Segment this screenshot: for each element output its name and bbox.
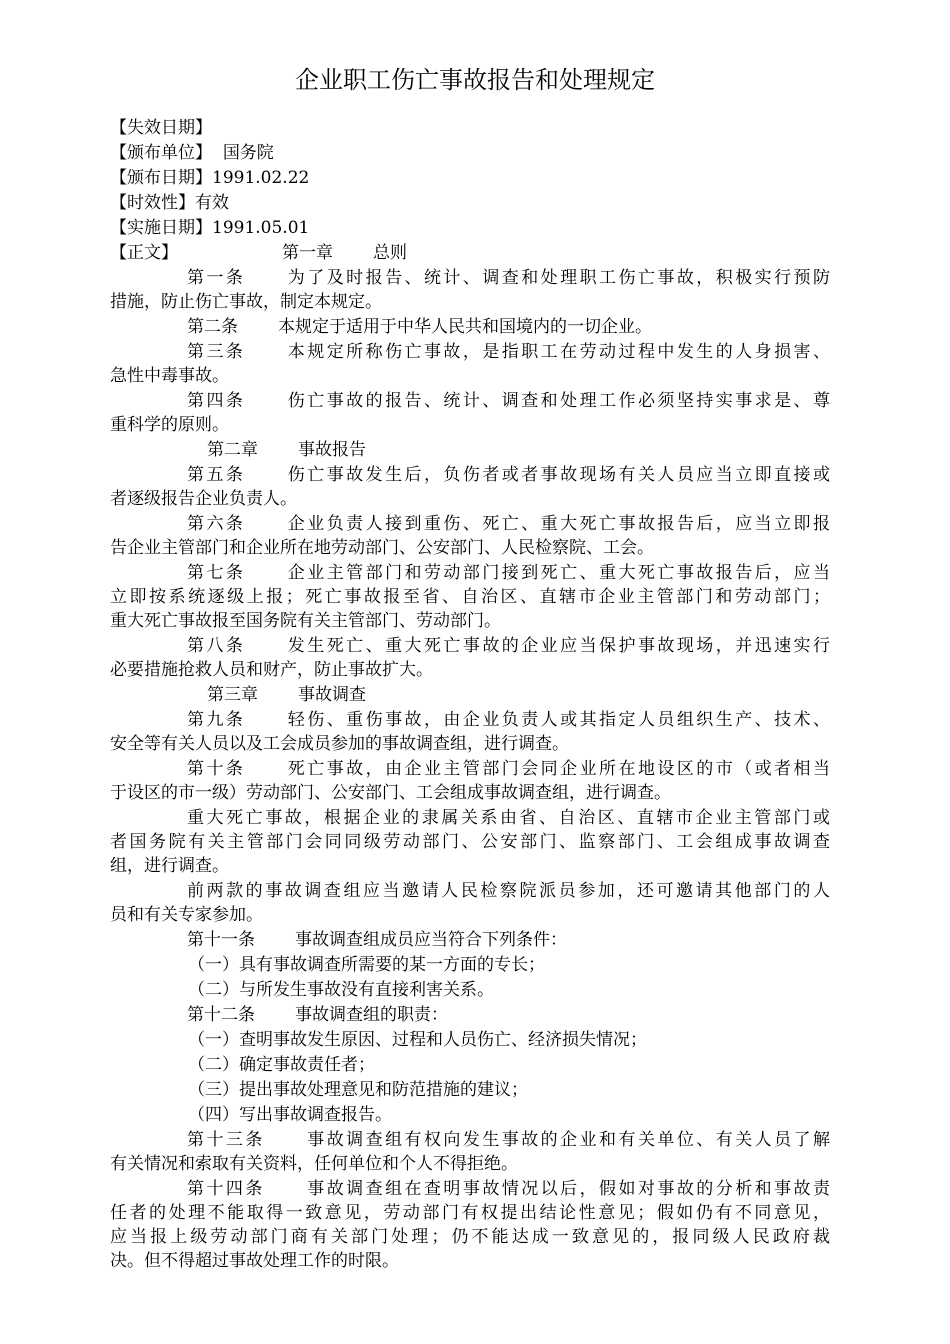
article-8 — [187, 634, 830, 658]
article-10 — [187, 757, 830, 781]
article-text: 事故调查组在查明事故情况以后，假如对事故的分析和事故责 — [304, 1179, 831, 1199]
chapter-2-heading — [207, 438, 927, 462]
article-number: 第八条 — [187, 636, 246, 656]
article-10-para-3-cont: 员和有关专家参加。 — [110, 905, 263, 925]
meta-value: 1991.05.01 — [212, 218, 310, 238]
meta-label: 【颁布单位】 — [110, 143, 212, 163]
article-14-cont: 应当报上级劳动部门商有关部门处理；仍不能达成一致意见的，报同级人民政府裁 — [110, 1227, 830, 1247]
meta-effective-date — [110, 216, 830, 240]
article-5-cont: 者逐级报告企业负责人。 — [110, 489, 297, 509]
article-7-cont: 立即按系统逐级上报；死亡事故报至省、自治区、直辖市企业主管部门和劳动部门； — [110, 587, 830, 607]
meta-issuer — [110, 141, 830, 165]
article-text: 伤亡事故的报告、统计、调查和处理工作必须坚持实事求是、尊 — [285, 391, 831, 411]
article-6-cont: 告企业主管部门和企业所在地劳动部门、公安部门、人民检察院、工会。 — [110, 538, 654, 558]
article-text: 事故调查组成员应当符合下列条件： — [295, 930, 567, 950]
chapter-name: 事故报告 — [298, 440, 366, 460]
meta-label: 【失效日期】 — [110, 118, 212, 138]
article-2 — [187, 315, 830, 339]
article-number: 第六条 — [187, 514, 246, 534]
article-13-cont: 有关情况和索取有关资料，任何单位和个人不得拒绝。 — [110, 1154, 518, 1174]
article-number: 第五条 — [187, 465, 246, 485]
chapter-number: 第一章 — [282, 243, 333, 263]
article-text: 企业主管部门和劳动部门接到死亡、重大死亡事故报告后，应当 — [285, 563, 831, 583]
article-12-item-4: （四）写出事故调查报告。 — [188, 1105, 392, 1125]
article-11 — [187, 928, 830, 952]
article-text: 本规定于适用于中华人民共和国境内的一切企业。 — [278, 317, 652, 337]
article-text: 发生死亡、重大死亡事故的企业应当保护事故现场，并迅速实行 — [285, 636, 831, 656]
article-14-cont: 决。但不得超过事故处理工作的时限。 — [110, 1251, 399, 1271]
article-14-cont: 任者的处理不能取得一致意见，劳动部门有权提出结论性意见；假如仍有不同意见， — [110, 1203, 830, 1223]
article-12 — [187, 1003, 830, 1027]
meta-label: 【实施日期】 — [110, 218, 212, 238]
meta-label: 【颁布日期】 — [110, 168, 212, 188]
meta-issue-date — [110, 166, 830, 190]
article-10-para-3: 前两款的事故调查组应当邀请人民检察院派员参加，还可邀请其他部门的人 — [187, 881, 830, 901]
article-4-cont: 重科学的原则。 — [110, 415, 229, 435]
article-3-cont: 急性中毒事故。 — [110, 366, 229, 386]
meta-label: 【时效性】 — [110, 193, 195, 213]
article-9 — [187, 708, 830, 732]
article-text: 为了及时报告、统计、调查和处理职工伤亡事故，积极实行预防 — [285, 268, 831, 288]
article-14 — [187, 1177, 830, 1201]
article-number: 第十一条 — [187, 930, 255, 950]
chapter-name: 事故调查 — [298, 685, 366, 705]
article-text: 本规定所称伤亡事故，是指职工在劳动过程中发生的人身损害、 — [285, 342, 831, 362]
article-number: 第二条 — [187, 317, 238, 337]
article-8-cont: 必要措施抢救人员和财产，防止事故扩大。 — [110, 660, 433, 680]
article-10-para-2-cont: 者国务院有关主管部门会同同级劳动部门、公安部门、监察部门、工会组成事故调查 — [110, 832, 830, 852]
chapter-name: 总则 — [373, 243, 407, 263]
meta-validity — [110, 191, 830, 215]
article-1-cont: 措施，防止伤亡事故，制定本规定。 — [110, 292, 382, 312]
article-11-item-2: （二）与所发生事故没有直接利害关系。 — [188, 980, 494, 1000]
article-9-cont: 安全等有关人员以及工会成员参加的事故调查组，进行调查。 — [110, 734, 569, 754]
article-text: 轻伤、重伤事故，由企业负责人或其指定人员组织生产、技术、 — [285, 710, 831, 730]
article-12-item-1: （一）查明事故发生原因、过程和人员伤亡、经济损失情况； — [188, 1030, 647, 1050]
meta-expiry-date — [110, 116, 830, 140]
meta-value: 1991.02.22 — [212, 168, 310, 188]
article-5 — [187, 463, 830, 487]
article-3 — [187, 340, 830, 364]
article-11-item-1: （一）具有事故调查所需要的某一方面的专长； — [188, 955, 545, 975]
article-4 — [187, 389, 830, 413]
document-title: 企业职工伤亡事故报告和处理规定 — [295, 66, 655, 94]
article-text: 事故调查组有权向发生事故的企业和有关单位、有关人员了解 — [304, 1130, 831, 1150]
article-10-para-2-cont: 组，进行调查。 — [110, 856, 229, 876]
article-text: 伤亡事故发生后，负伤者或者事故现场有关人员应当立即直接或 — [285, 465, 831, 485]
article-1 — [187, 266, 830, 290]
article-number: 第十条 — [187, 759, 246, 779]
chapter-3-heading — [207, 683, 927, 707]
chapter-number: 第二章 — [207, 440, 258, 460]
article-7 — [187, 561, 830, 585]
article-number: 第四条 — [187, 391, 246, 411]
article-7-cont: 重大死亡事故报至国务院有关主管部门、劳动部门。 — [110, 611, 501, 631]
article-text: 死亡事故，由企业主管部门会同企业所在地设区的市（或者相当 — [285, 759, 831, 779]
body-label-line — [110, 241, 830, 265]
article-6 — [187, 512, 830, 536]
article-10-cont: 于设区的市一级）劳动部门、公安部门、工会组成事故调查组，进行调查。 — [110, 783, 671, 803]
article-text: 企业负责人接到重伤、死亡、重大死亡事故报告后，应当立即报 — [285, 514, 831, 534]
article-number: 第十三条 — [187, 1130, 265, 1150]
article-number: 第一条 — [187, 268, 246, 288]
article-13 — [187, 1128, 830, 1152]
meta-value: 有效 — [195, 193, 229, 213]
article-number: 第七条 — [187, 563, 246, 583]
article-number: 第三条 — [187, 342, 246, 362]
article-12-item-3: （三）提出事故处理意见和防范措施的建议； — [188, 1080, 528, 1100]
article-12-item-2: （二）确定事故责任者； — [188, 1055, 375, 1075]
article-10-para-2: 重大死亡事故，根据企业的隶属关系由省、自治区、直辖市企业主管部门或 — [187, 808, 830, 828]
meta-label: 【正文】 — [110, 243, 178, 263]
article-number: 第十二条 — [187, 1005, 255, 1025]
article-number: 第十四条 — [187, 1179, 265, 1199]
article-text: 事故调查组的职责： — [295, 1005, 448, 1025]
meta-value: 国务院 — [222, 143, 274, 163]
chapter-number: 第三章 — [207, 685, 258, 705]
article-number: 第九条 — [187, 710, 246, 730]
